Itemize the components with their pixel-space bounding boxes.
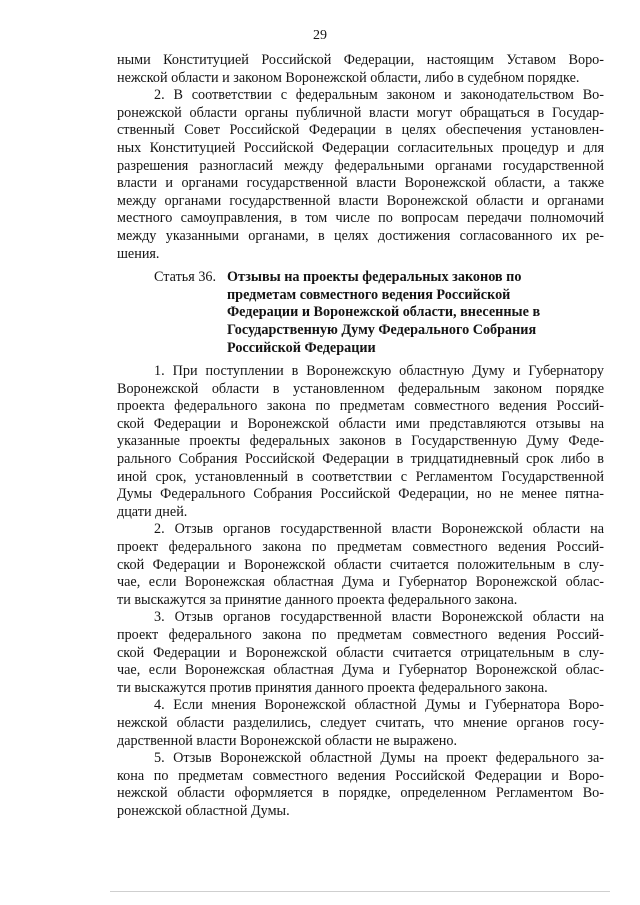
text-line: рального Собрания Российской Федерации в тридцатидневный срок либо в [117,451,604,468]
text-line: дарственной власти Воронежской области не выражено. [117,732,458,749]
text-line: местного самоуправления, в том числе по вопросам передачи полномочий [117,210,604,227]
article-heading [117,269,604,357]
article-paragraph-1 [117,363,604,521]
text-line: иной срок, установленный в соответствии с Регламентом Государственной [117,468,604,485]
text-line: кона по предметам совместного ведения Российской Федерации и Воро- [117,767,604,784]
text-line: ных Конституцией Российской Федерации согласительных процедур и для [117,139,604,156]
text-line: Думы Федерального Собрания Российской Федерации, но не менее пятна- [117,486,604,503]
text-line: нежской области оформляется в порядке, определенном Регламентом Во- [117,785,604,802]
text-line: ти выскажутся за принятие данного проекта федерального закона. [117,591,518,608]
text-line: 2. В соответствии с федеральным законом и законодательством Во- [154,87,604,104]
paragraph-continuation [117,52,604,87]
text-line: 3. Отзыв органов государственной власти Воронежской области на [154,609,604,626]
article-title-line: Российской Федерации [227,339,376,356]
text-line: проект федерального закона по предметам совместного ведения Россий- [117,539,604,556]
article-title-line: Федерации и Воронежской области, внесенные в [227,304,541,321]
text-line: 2. Отзыв органов государственной власти Воронежской области на [154,521,604,538]
text-line: ской Федерации и Воронежской области считается отрицательным в слу- [117,644,604,661]
text-line: 1. При поступлении в Воронежскую областную Думу и Губернатору [154,363,604,380]
article-title-line: Отзывы на проекты федеральных законов по [227,269,522,286]
article-paragraph-2 [117,521,604,609]
text-line: 4. Если мнения Воронежской областной Думы и Губернатора Воро- [154,697,604,714]
footer-divider [110,891,610,892]
document-body [117,52,604,821]
text-line: 5. Отзыв Воронежской областной Думы на проект федерального за- [154,750,604,767]
text-line: нежской области разделились, следует считать, что мнение органов госу- [117,714,604,731]
text-line: ской Федерации и Воронежской области ими представляются отзывы на [117,415,604,432]
article-paragraph-5 [117,750,604,820]
text-line: ской Федерации и Воронежской области считается положительным в слу- [117,556,604,573]
article-paragraph-3 [117,609,604,697]
text-line: нежской области и законом Воронежской области, либо в судебном порядке. [117,69,580,86]
text-line: власти и органами государственной власти Воронежской области, а также [117,175,604,192]
text-line: ственный Совет Российской Федерации в целях обеспечения установлен- [117,122,604,139]
article-title-line: предметам совместного ведения Российской [227,286,511,303]
article-title-line: Государственную Думу Федерального Собрания [227,321,537,338]
article-label: Статья 36. [154,269,217,286]
text-line: проект федерального закона по предметам совместного ведения Россий- [117,627,604,643]
text-line: дцати дней. [117,503,188,520]
text-line: проекта федерального закона по предметам совместного ведения Россий- [117,398,604,415]
text-line: разрешения разногласий между федеральными органами государственной [117,157,604,174]
text-line: ронежской областной Думы. [117,802,290,819]
page-number: 29 [313,28,327,43]
article-paragraph-4 [117,697,604,750]
text-line: чае, если Воронежская областная Дума и Губернатор Воронежской облас- [117,662,604,679]
text-line: ти выскажутся против принятия данного проекта федерального закона. [117,679,548,696]
text-line: ными Конституцией Российской Федерации, настоящим Уставом Воро- [117,52,604,68]
text-line: ронежской области органы публичной власти могут обращаться в Государ- [117,104,604,121]
paragraph-2 [117,87,604,263]
text-line: указанные проекты федеральных законов в Государственную Думу Феде- [117,433,604,450]
text-line: шения. [117,245,160,262]
text-line: между указанными органами, в целях достижения согласованного их ре- [117,227,604,244]
text-line: чае, если Воронежская областная Дума и Губернатор Воронежской облас- [117,574,604,591]
text-line: между органами государственной власти Воронежской области и органами [117,192,604,209]
text-line: Воронежской области в установленном федеральным законом порядке [117,380,604,397]
